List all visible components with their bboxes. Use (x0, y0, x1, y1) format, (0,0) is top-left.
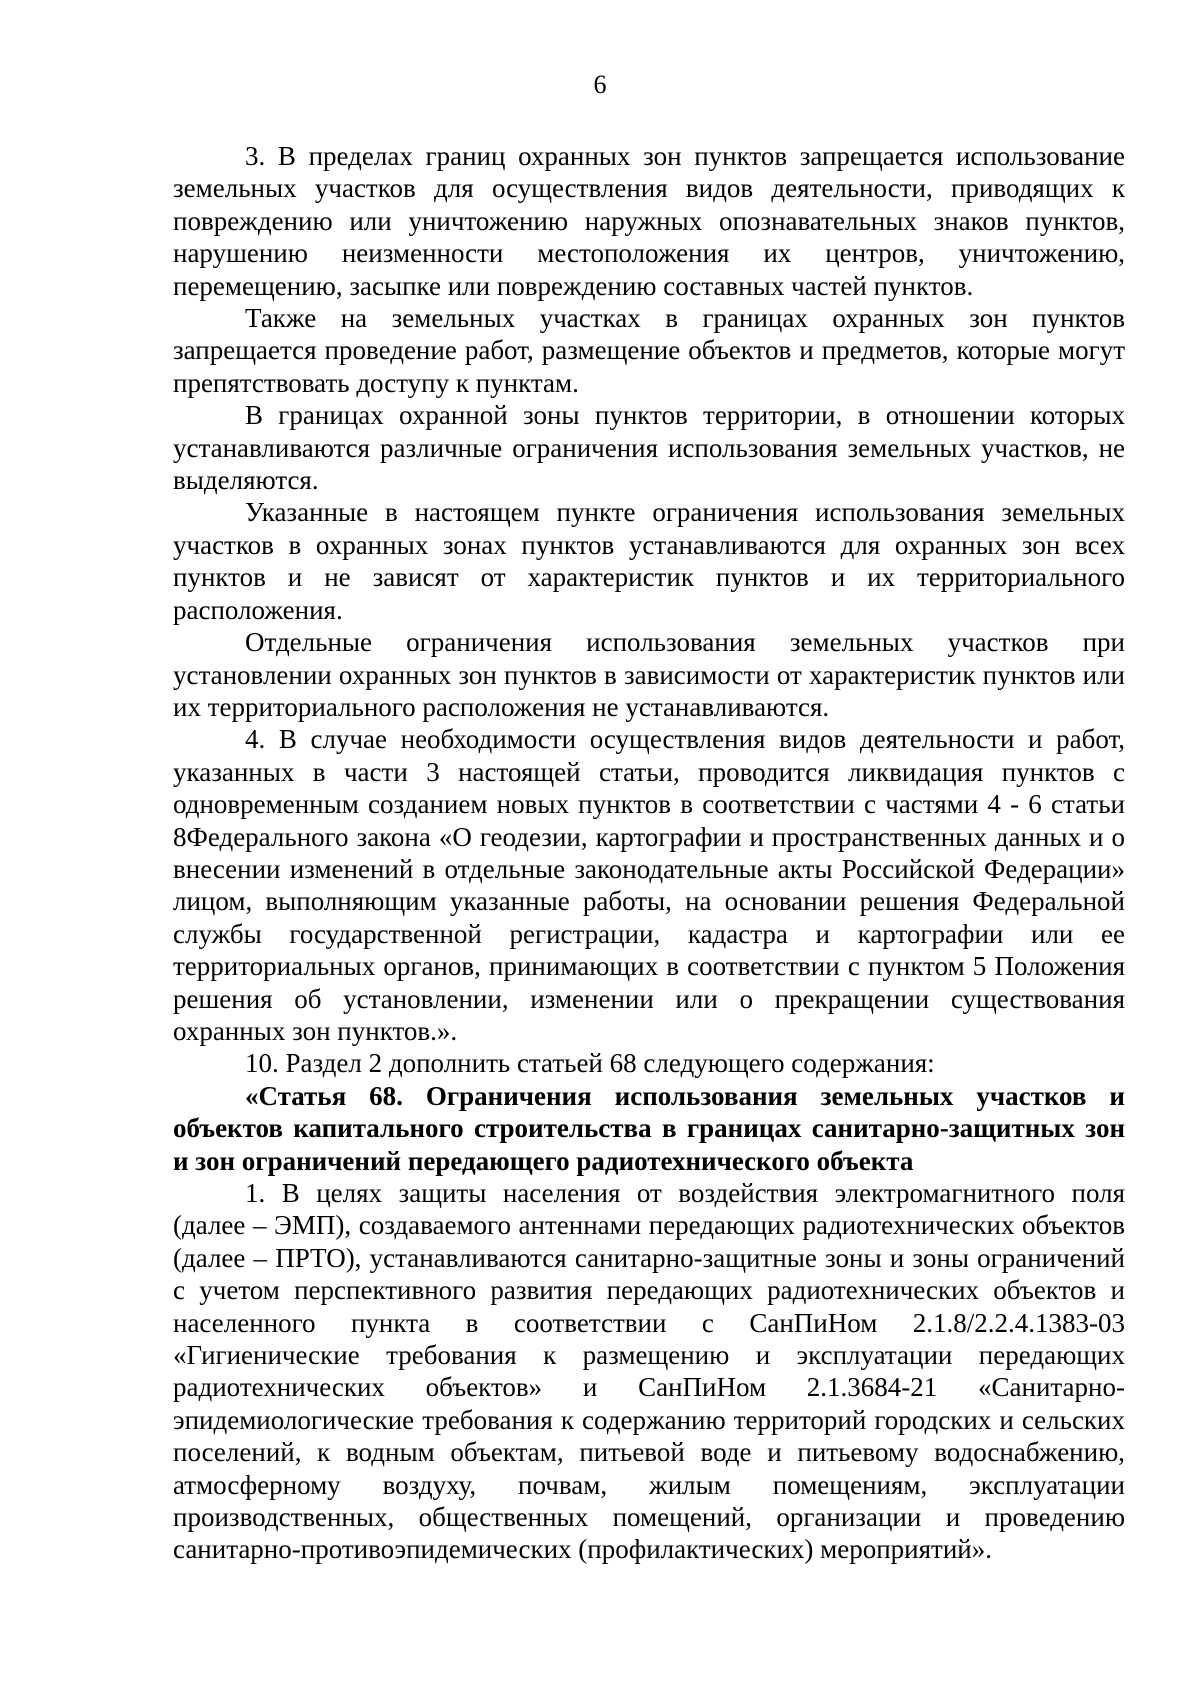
document-body (173, 140, 1125, 1566)
paragraph-prohibition: 3. В пределах границ охранных зон пунктов запрещается использование земельных участков для осуществления видов деятельности, приводящих к повреждению или уничтожению наружных опознавательных знаков пунктов, нарушению неизменности местоположения их центров, уничтожению, перемещению, засыпке или повреждению составных частей пунктов. (173, 141, 1125, 301)
paragraph-liquidation: 4. В случае необходимости осуществления видов деятельности и работ, указанных в части 3 настоящей статьи, проводится ликвидация пунктов с одновременным созданием новых пунктов в соответствии с частями 4 - 6 статьи 8Федерального закона «О геодезии, картографии и пространственных данных и о внесении изменений в отдельные законодательные акты Российской Федерации» лицом, выполняющим указанные работы, на основании решения Федеральной службы государственной регистрации, кадастра и картографии или ее территориальных органов, принимающих в соответствии с пунктом 5 Положения решения об установлении, изменении или о прекращении существования охранных зон пунктов.». (173, 724, 1125, 1046)
paragraph-section-amendment: 10. Раздел 2 дополнить статьей 68 следующего содержания: (245, 1048, 935, 1079)
page-number: 6 (593, 70, 607, 99)
paragraph-restrictions-all: Указанные в настоящем пункте ограничения использования земельных участков в охранных зонах пунктов устанавливаются для охранных зон всех пунктов и не зависят от характеристик пунктов и их территориального расположения. (173, 497, 1125, 625)
paragraph-no-zones: В границах охранной зоны пунктов территории, в отношении которых устанавливаются различные ограничения использования земельных участков, не выделяются. (173, 400, 1125, 496)
paragraph-works-prohibited: Также на земельных участках в границах охранных зон пунктов запрещается проведение работ, размещение объектов и предметов, которые могут препятствовать доступу к пунктам. (173, 303, 1125, 398)
article-heading: «Статья 68. Ограничения использования земельных участков и объектов капитального строительства в границах санитарно-защитных зон и зон ограничений передающего радиотехнического объекта (173, 1080, 1125, 1176)
article-paragraph: 1. В целях защиты населения от воздействия электромагнитного поля (далее – ЭМП), создаваемого антеннами передающих радиотехнических объектов (далее – ПРТО), устанавливаются санитарно-защитные зоны и зоны ограничений с учетом перспективного развития передающих радиотехнических объектов и населенного пункта в соответствии с СанПиНом 2.1.8/2.2.4.1383-03 «Гигиенические требования к размещению и эксплуатации передающих радиотехнических объектов» и СанПиНом 2.1.3684-21 «Санитарно-эпидемиологические требования к содержанию территорий городских и сельских поселений, к водным объектам, питьевой воде и питьевому водоснабжению, атмосферному воздуху, почвам, жилым помещениям, эксплуатации производственных, общественных помещений, организации и проведению санитарно-противоэпидемических (профилактических) мероприятий». (173, 1178, 1125, 1565)
paragraph-separate-restrictions: Отдельные ограничения использования земельных участков при установлении охранных зон пунктов в зависимости от характеристик пунктов или их территориального расположения не устанавливаются. (173, 627, 1125, 722)
